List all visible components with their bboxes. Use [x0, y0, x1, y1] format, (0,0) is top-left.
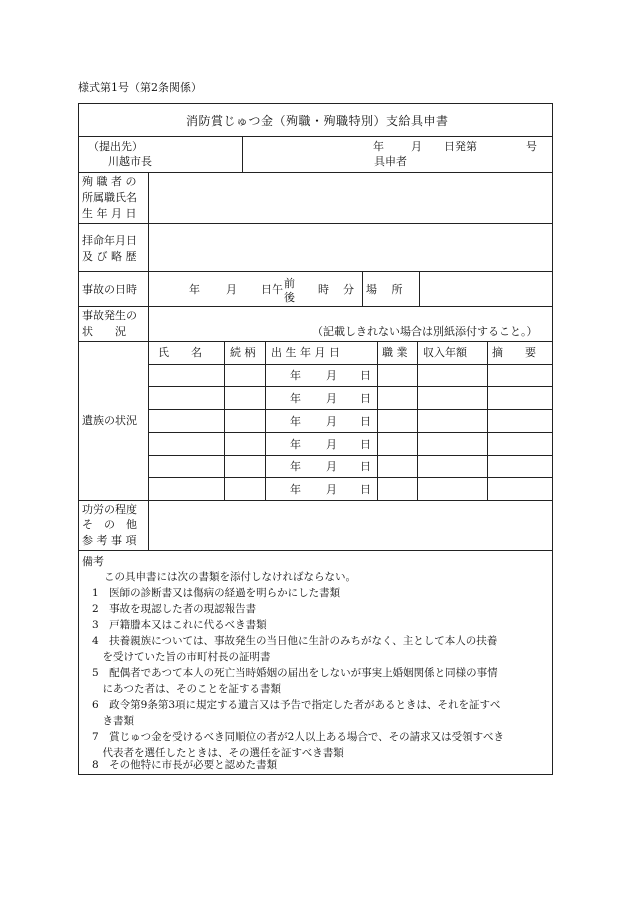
accident-go: 後	[284, 291, 295, 304]
note-item: 1 医師の診断書又は傷病の経過を明らかにした書類	[92, 587, 341, 599]
accident-hour: 時	[318, 283, 329, 296]
date-number: 号	[526, 140, 537, 153]
note-item: 代表者を選任したときは、その選任を証すべき書類	[92, 747, 344, 759]
date-year: 年	[373, 140, 384, 153]
note-item: にあつた者は、そのことを証する書類	[92, 683, 281, 695]
merit-label-2: そ の 他	[82, 518, 137, 531]
col-header-birthdate: 出 生 年 月 日	[271, 346, 340, 359]
situation-note: （記載しきれない場合は別紙添付すること。）	[312, 325, 538, 338]
note-item: 3 戸籍謄本又はこれに代るべき書類	[92, 619, 267, 631]
row-month: 月	[326, 369, 337, 382]
col-header-remarks: 摘 要	[492, 346, 536, 359]
appointment-label-1: 拝命年月日	[82, 234, 137, 247]
row-year: 年	[290, 369, 301, 382]
submit-to-label: （提出先）	[88, 140, 143, 153]
date-day-no: 日発第	[444, 140, 477, 153]
note-item: 7 賞じゅつ金を受けるべき同順位の者が2人以上ある場合で、その請求又は受領すべき	[92, 731, 504, 743]
merit-label-1: 功労の程度	[82, 503, 137, 516]
accident-month: 月	[226, 283, 237, 296]
row-month: 月	[326, 392, 337, 405]
col-header-occupation: 職 業	[382, 346, 408, 359]
row-day: 日	[360, 392, 371, 405]
note-item: を受けていた旨の市町村長の証明書	[92, 651, 271, 663]
row-month: 月	[326, 438, 337, 451]
accident-day: 日	[261, 283, 272, 296]
col-header-name: 氏 名	[158, 346, 202, 359]
row-day: 日	[360, 369, 371, 382]
submit-to: 川越市長	[108, 155, 152, 168]
note-item: 2 事故を現認した者の現認報告書	[92, 603, 257, 615]
accident-zen: 前	[284, 277, 295, 290]
accident-minute: 分	[343, 283, 354, 296]
accident-am-pm-prefix: 午	[272, 283, 283, 296]
deceased-label-3: 生 年 月 日	[82, 207, 137, 220]
note-item: 5 配偶者であつて本人の死亡当時婚姻の届出をしないが事実上婚姻関係と同様の事情	[92, 667, 498, 679]
merit-label-3: 参 考 事 項	[82, 534, 137, 547]
accident-date-label: 事故の日時	[82, 283, 137, 296]
row-day: 日	[360, 483, 371, 496]
note-item: き書類	[92, 715, 134, 727]
row-day: 日	[360, 438, 371, 451]
row-month: 月	[326, 460, 337, 473]
situation-label-1: 事故発生の	[82, 309, 137, 322]
appointment-label-2: 及 び 略 歴	[82, 250, 137, 263]
bereaved-label: 遺族の状況	[82, 414, 137, 427]
col-header-income: 収入年額	[423, 346, 467, 359]
situation-label-2: 状 況	[82, 325, 126, 338]
notes-intro: この具申書には次の書類を添付しなければならない。	[104, 571, 356, 583]
row-day: 日	[360, 460, 371, 473]
row-year: 年	[290, 483, 301, 496]
row-month: 月	[326, 483, 337, 496]
form-id: 様式第1号（第2条関係）	[78, 81, 202, 94]
accident-year: 年	[189, 283, 200, 296]
accident-place-label: 場 所	[366, 283, 403, 296]
deceased-label-1: 殉 職 者 の	[82, 175, 137, 188]
row-year: 年	[290, 415, 301, 428]
note-item: 6 政令第9条第3項に規定する遺言又は予告で指定した者があるときは、それを証すべ	[92, 699, 501, 711]
row-year: 年	[290, 392, 301, 405]
date-month: 月	[411, 140, 422, 153]
col-header-relation: 続 柄	[230, 346, 256, 359]
applicant-label: 具申者	[374, 155, 407, 168]
row-year: 年	[290, 460, 301, 473]
row-month: 月	[326, 415, 337, 428]
note-item: 4 扶養親族については、事故発生の当日他に生計のみちがなく、主として本人の扶養	[92, 635, 498, 647]
form-title: 消防賞じゅつ金（殉職・殉職特別）支給具申書	[186, 114, 449, 128]
row-year: 年	[290, 438, 301, 451]
note-item: 8 その他特に市長が必要と認めた書類	[92, 759, 278, 771]
row-day: 日	[360, 415, 371, 428]
notes-heading: 備考	[82, 555, 104, 568]
deceased-label-2: 所属職氏名	[82, 191, 137, 204]
